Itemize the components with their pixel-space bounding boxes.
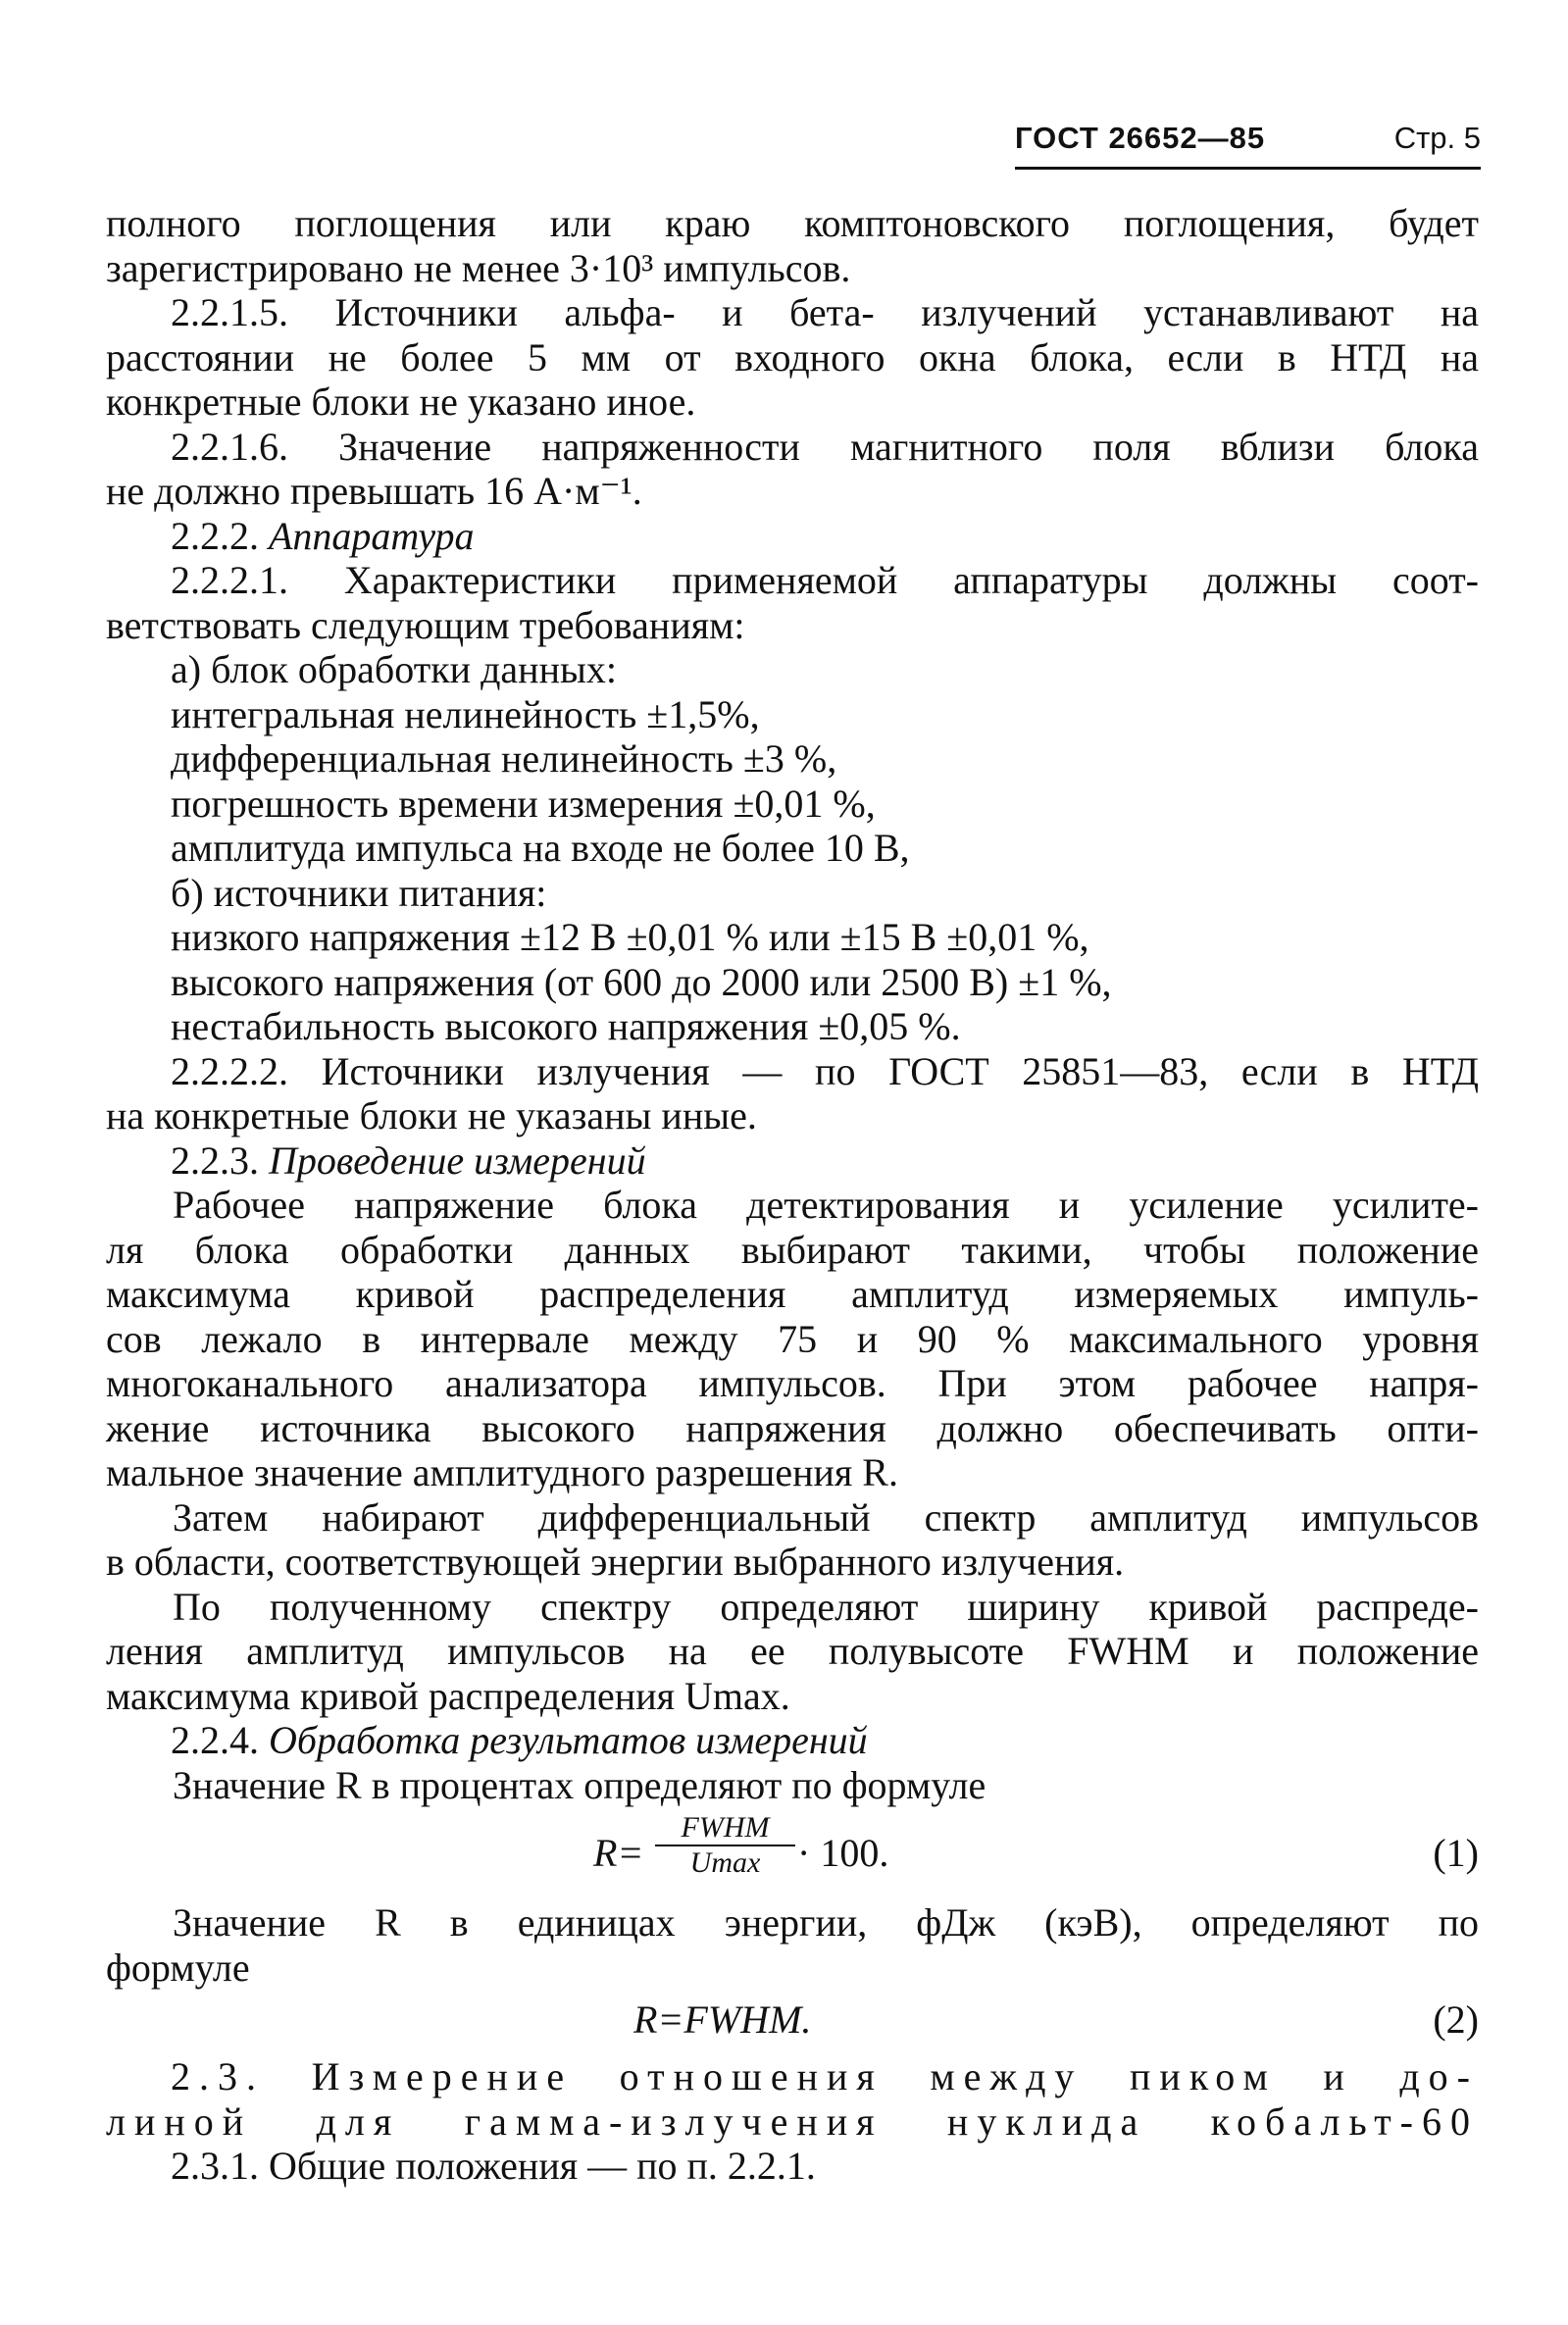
text-line: Рабочее напряжение блока детектирования и усиление усилите- <box>173 1183 1479 1227</box>
body-paragraphs <box>106 201 1479 1807</box>
body-paragraphs-3 <box>106 2054 1479 2189</box>
formula-1-numerator: FWHM <box>655 1811 795 1846</box>
text-line: мальное значение амплитудного разрешения R. <box>106 1450 898 1494</box>
text-line: линой для гамма-излучения нуклида кобальт-60 <box>106 2098 1479 2144</box>
text-line: 2.2.2.2. Источники излучения — по ГОСТ 25851—83, если в НТД <box>171 1048 1479 1093</box>
text-line: Затем набирают дифференциальный спектр амплитуд импульсов <box>173 1494 1479 1540</box>
text-line: полного поглощения или краю комптоновского поглощения, будет <box>106 201 1479 245</box>
text-line: сов лежало в интервале между 75 и 90 % максимального уровня <box>106 1316 1479 1361</box>
text-line: Значение R в единицах энергии, фДж (кэВ), определяют по <box>173 1900 1479 1945</box>
section-title: Проведение измерений <box>269 1137 646 1183</box>
text-line: б) источники питания: <box>171 870 547 915</box>
section-title: Обработка результатов измерений <box>269 1718 868 1762</box>
text-line <box>106 1138 1479 1184</box>
text-line: 2.2.2.1. Характеристики применяемой аппаратуры должны соот- <box>171 558 1479 602</box>
text-line: зарегистрировано не менее 3·10³ импульсов. <box>106 245 851 290</box>
section-number: 2.2.4. <box>171 1718 269 1762</box>
text-line <box>106 1718 1479 1763</box>
text-line: погрешность времени измерения ±0,01 %, <box>171 781 876 826</box>
text-line: По полученному спектру определяют ширину кривой распреде- <box>173 1584 1479 1629</box>
text-line: высокого напряжения (от 600 до 2000 или 2500 В) ±1 %, <box>171 959 1112 1004</box>
text-line: в области, соответствующей энергии выбранного излучения. <box>106 1540 1125 1584</box>
formula-2-number: (2) <box>1433 1997 1479 2042</box>
section-number: 2.2.3. <box>171 1137 269 1183</box>
text-line: расстоянии не более 5 мм от входного окна блока, если в НТД на <box>106 334 1479 379</box>
text-line: 2.2.1.5. Источники альфа- и бета- излучений устанавливают на <box>171 290 1479 334</box>
text-line: ления амплитуд импульсов на ее полувысоте FWHM и положение <box>106 1629 1479 1673</box>
text-line: на конкретные блоки не указаны иные. <box>106 1093 757 1137</box>
text-line: низкого напряжения ±12 В ±0,01 % или ±15 В ±0,01 %, <box>171 915 1089 959</box>
text-line: жение источника высокого напряжения должно обеспечивать опти- <box>106 1405 1479 1450</box>
text-line: максимума кривой распределения амплитуд измеряемых импуль- <box>106 1272 1479 1316</box>
text-line <box>106 514 1479 559</box>
body-text <box>106 201 1479 2189</box>
page-number: Стр. 5 <box>1393 121 1481 155</box>
formula-1 <box>106 1811 1479 1900</box>
text-line: 2.3.1. Общие положения — по п. 2.2.1. <box>171 2144 816 2188</box>
section-number: 2.2.2. <box>171 513 269 558</box>
section-title: Аппаратура <box>269 513 475 558</box>
text-line: ля блока обработки данных выбирают такими, чтобы положение <box>106 1227 1479 1272</box>
formula-1-fraction <box>655 1811 795 1880</box>
page-header <box>1015 116 1481 170</box>
text-line: ветствовать следующим требованиям: <box>106 602 745 647</box>
text-line: амплитуда импульса на входе не более 10 В, <box>171 826 910 870</box>
formula-1-number: (1) <box>1433 1831 1479 1875</box>
standard-number: ГОСТ 26652—85 <box>1015 121 1266 155</box>
text-line: дифференциальная нелинейность ±3 %, <box>171 736 837 781</box>
formula-1-lhs: R= <box>593 1831 644 1875</box>
text-line: максимума кривой распределения Umax. <box>106 1673 790 1718</box>
text-line: не должно превышать 16 А·м⁻¹. <box>106 469 642 513</box>
formula-2 <box>106 1996 1479 2054</box>
text-line: нестабильность высокого напряжения ±0,05 %. <box>171 1004 961 1048</box>
body-paragraphs-2 <box>106 1900 1479 1990</box>
formula-2-expression: R=FWHM. <box>633 1997 812 2042</box>
text-line: 2.3. Измерение отношения между пиком и до- <box>171 2054 1479 2098</box>
formula-1-denominator: Umax <box>689 1846 761 1879</box>
text-line: 2.2.1.6. Значение напряженности магнитного поля вблизи блока <box>171 424 1479 469</box>
text-line: Значение R в процентах определяют по формуле <box>173 1762 986 1807</box>
text-line: интегральная нелинейность ±1,5%, <box>171 691 760 736</box>
text-line: формуле <box>106 1945 250 1990</box>
text-line: конкретные блоки не указано иное. <box>106 379 696 424</box>
text-line: многоканального анализатора импульсов. При этом рабочее напря- <box>106 1361 1479 1405</box>
text-line: а) блок обработки данных: <box>171 647 617 691</box>
formula-1-rhs: · 100. <box>797 1831 889 1875</box>
